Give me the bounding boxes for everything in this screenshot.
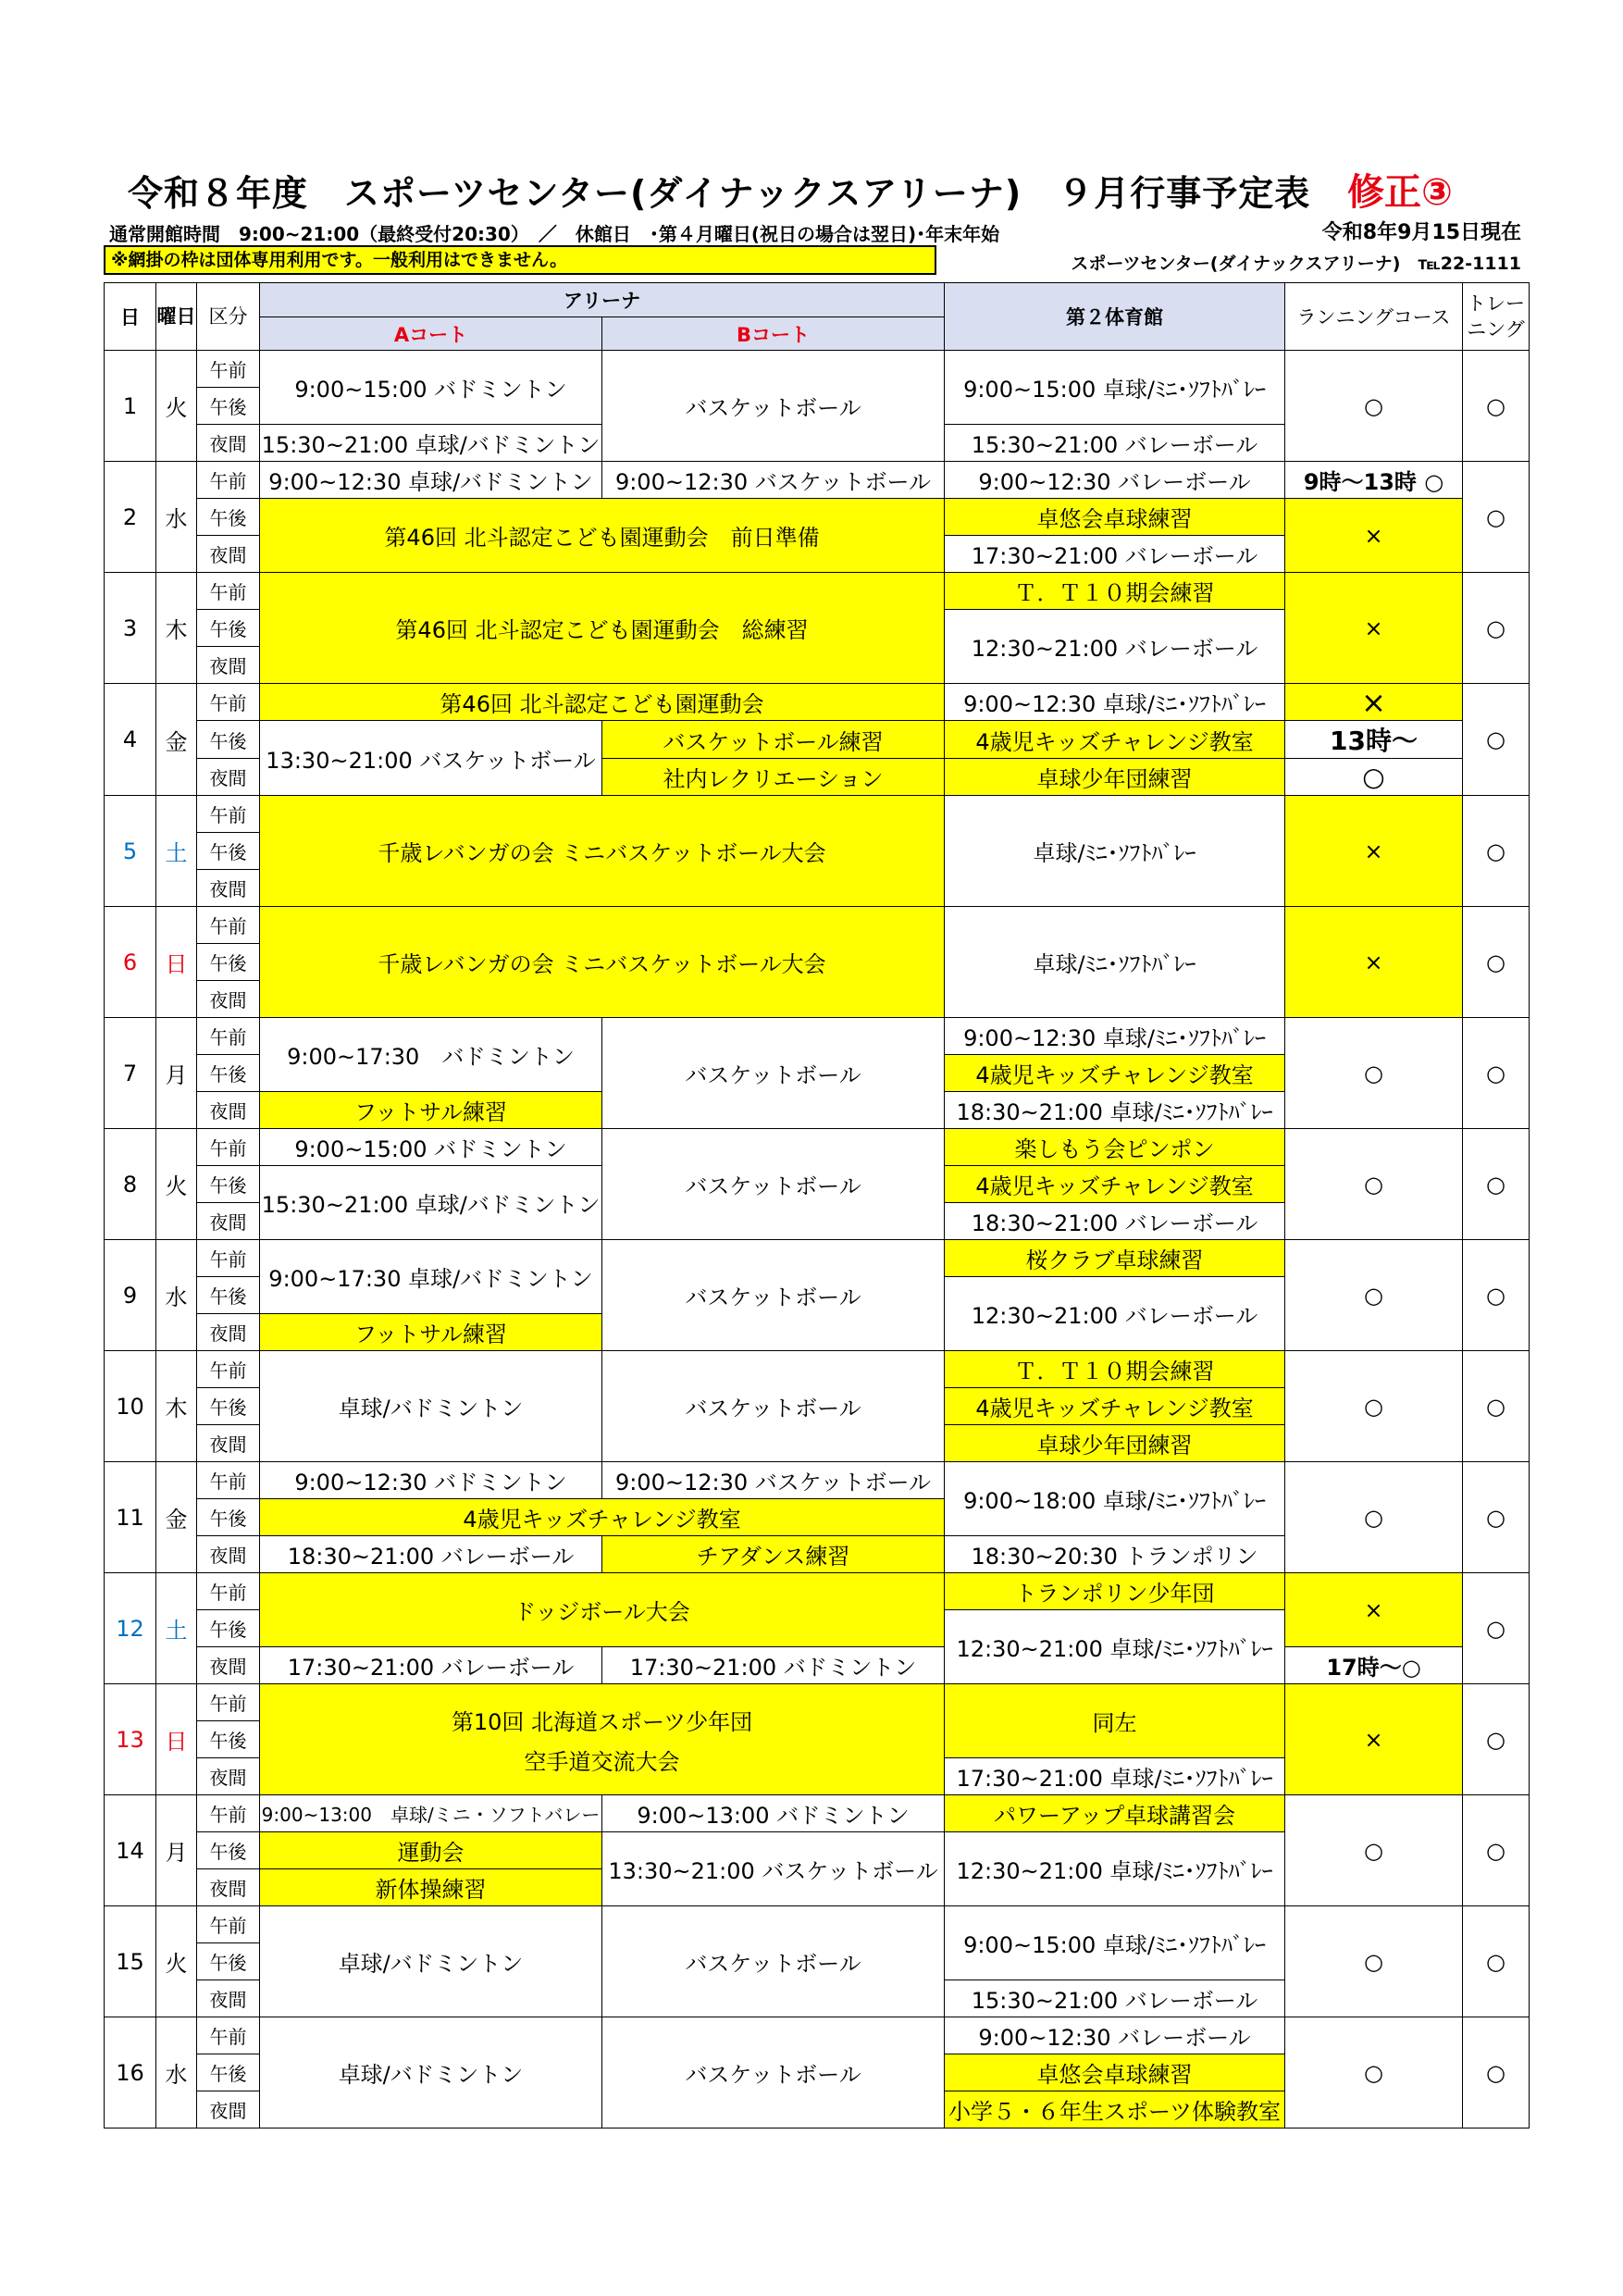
- gym2-cell: 18:30~20:30 トランポリン: [945, 1536, 1285, 1573]
- weekday: 金: [156, 684, 197, 796]
- day-number: 3: [105, 573, 156, 684]
- a-court-cell: 9:00~12:30 卓球/バドミントン: [260, 462, 602, 499]
- table-row: [105, 907, 1530, 944]
- training-mark: ○: [1463, 462, 1530, 573]
- period-night: 夜間: [197, 1092, 260, 1129]
- table-row: [105, 2017, 1530, 2054]
- running-mark: ×: [1285, 1573, 1463, 1647]
- period-pm: 午後: [197, 1721, 260, 1758]
- training-mark: ○: [1463, 1795, 1530, 1906]
- gym2-cell: 卓球少年団練習: [945, 1425, 1285, 1462]
- period-am: 午前: [197, 684, 260, 721]
- running-mark: ×: [1285, 1684, 1463, 1795]
- training-mark: ○: [1463, 796, 1530, 907]
- running-mark: ○: [1285, 1462, 1463, 1573]
- day-number: 7: [105, 1018, 156, 1129]
- period-night: 夜間: [197, 1536, 260, 1573]
- weekday: 木: [156, 573, 197, 684]
- a-court-cell: 卓球/バドミントン: [260, 2017, 602, 2128]
- col-running: ランニングコース: [1285, 283, 1463, 351]
- table-row: [105, 684, 1530, 721]
- event-cell: ドッジボール大会: [260, 1573, 945, 1647]
- col-training: トレーニング: [1463, 283, 1530, 351]
- a-court-cell: 17:30~21:00 バレーボール: [260, 1647, 602, 1684]
- event-cell: 第46回 北斗認定こども園運動会 前日準備: [260, 499, 945, 573]
- period-pm: 午後: [197, 2054, 260, 2091]
- running-mark: ×: [1285, 499, 1463, 573]
- weekday: 火: [156, 1129, 197, 1240]
- period-pm: 午後: [197, 1055, 260, 1092]
- header-row: [105, 283, 1530, 317]
- weekday: 水: [156, 462, 197, 573]
- gym2-cell: 12:30~21:00 卓球/ﾐﾆ･ｿﾌﾄﾊﾞﾚｰ: [945, 1610, 1285, 1684]
- table-row: [105, 1129, 1530, 1166]
- b-court-cell: 9:00~12:30 バスケットボール: [602, 1462, 945, 1499]
- period-pm: 午後: [197, 1277, 260, 1314]
- training-mark: ○: [1463, 1018, 1530, 1129]
- contact-info: スポーツセンター(ダイナックスアリーナ) ℡22-1111: [1071, 254, 1521, 274]
- table-row: [105, 1018, 1530, 1055]
- col-b-court: Bコート: [602, 317, 945, 351]
- gym2-cell: 4歳児キッズチャレンジ教室: [945, 1166, 1285, 1203]
- day-number: 10: [105, 1351, 156, 1462]
- weekday: 水: [156, 1240, 197, 1351]
- weekday: 月: [156, 1018, 197, 1129]
- period-night: 夜間: [197, 1758, 260, 1795]
- running-mark: ○: [1285, 351, 1463, 462]
- period-pm: 午後: [197, 1166, 260, 1203]
- gym2-cell: 卓悠会卓球練習: [945, 499, 1285, 536]
- a-court-cell: 15:30~21:00 卓球/バドミントン: [260, 1166, 602, 1240]
- b-court-cell: バスケットボール: [602, 1129, 945, 1240]
- gym2-cell: 9:00~18:00 卓球/ﾐﾆ･ｿﾌﾄﾊﾞﾚｰ: [945, 1462, 1285, 1536]
- gym2-cell: 4歳児キッズチャレンジ教室: [945, 1055, 1285, 1092]
- period-night: 夜間: [197, 1425, 260, 1462]
- a-court-cell: 9:00~15:00 バドミントン: [260, 351, 602, 425]
- a-court-cell: 9:00~17:30 バドミントン: [260, 1018, 602, 1092]
- event-cell: 千歳レバンガの会 ミニバスケットボール大会: [260, 907, 945, 1018]
- day-number: 4: [105, 684, 156, 796]
- b-court-cell: 17:30~21:00 バドミントン: [602, 1647, 945, 1684]
- period-am: 午前: [197, 1573, 260, 1610]
- period-night: 夜間: [197, 1869, 260, 1906]
- training-mark: ○: [1463, 907, 1530, 1018]
- b-court-cell: バスケットボール: [602, 1351, 945, 1462]
- table-row: [105, 1351, 1530, 1388]
- event-cell: 第46回 北斗認定こども園運動会: [260, 684, 945, 721]
- gym2-cell: 9:00~12:30 卓球/ﾐﾆ･ｿﾌﾄﾊﾞﾚｰ: [945, 684, 1285, 721]
- period-night: 夜間: [197, 2091, 260, 2128]
- gym2-cell: 9:00~12:30 卓球/ﾐﾆ･ｿﾌﾄﾊﾞﾚｰ: [945, 1018, 1285, 1055]
- period-night: 夜間: [197, 1203, 260, 1240]
- col-period: 区分: [197, 283, 260, 351]
- gym2-cell: 卓悠会卓球練習: [945, 2054, 1285, 2091]
- gym2-cell: 卓球/ﾐﾆ･ｿﾌﾄﾊﾞﾚｰ: [945, 907, 1285, 1018]
- b-court-cell: バスケットボール練習: [602, 721, 945, 759]
- weekday: 木: [156, 1351, 197, 1462]
- weekday: 火: [156, 1906, 197, 2017]
- day-number: 6: [105, 907, 156, 1018]
- weekday: 日: [156, 1684, 197, 1795]
- training-mark: ○: [1463, 684, 1530, 796]
- a-court-cell: 9:00~15:00 バドミントン: [260, 1129, 602, 1166]
- a-court-cell: フットサル練習: [260, 1314, 602, 1351]
- gym2-cell: 18:30~21:00 バレーボール: [945, 1203, 1285, 1240]
- table-row: [105, 1573, 1530, 1610]
- training-mark: ○: [1463, 351, 1530, 462]
- period-am: 午前: [197, 907, 260, 944]
- a-court-cell: 15:30~21:00 卓球/バドミントン: [260, 425, 602, 462]
- a-court-cell: フットサル練習: [260, 1092, 602, 1129]
- gym2-cell: 12:30~21:00 卓球/ﾐﾆ･ｿﾌﾄﾊﾞﾚｰ: [945, 1832, 1285, 1906]
- day-number: 8: [105, 1129, 156, 1240]
- a-court-cell: 卓球/バドミントン: [260, 1351, 602, 1462]
- table-row: [105, 1906, 1530, 1943]
- weekday: 月: [156, 1795, 197, 1906]
- period-pm: 午後: [197, 1388, 260, 1425]
- day-number: 13: [105, 1684, 156, 1795]
- period-night: 夜間: [197, 647, 260, 684]
- col-a-court: Aコート: [260, 317, 602, 351]
- gym2-cell: 4歳児キッズチャレンジ教室: [945, 1388, 1285, 1425]
- running-mark: ○: [1285, 1906, 1463, 2017]
- period-night: 夜間: [197, 759, 260, 796]
- gym2-cell: 4歳児キッズチャレンジ教室: [945, 721, 1285, 759]
- gym2-cell: 9:00~12:30 バレーボール: [945, 462, 1285, 499]
- gym2-cell: 9:00~15:00 卓球/ﾐﾆ･ｿﾌﾄﾊﾞﾚｰ: [945, 1906, 1285, 1980]
- running-cell: 17時～○: [1285, 1647, 1463, 1684]
- period-pm: 午後: [197, 610, 260, 647]
- weekday: 土: [156, 796, 197, 907]
- col-arena: アリーナ: [260, 283, 945, 317]
- table-row: [105, 462, 1530, 499]
- table-row: [105, 1462, 1530, 1499]
- gym2-cell: トランポリン少年団: [945, 1573, 1285, 1610]
- gym2-cell: Ｔ．Ｔ１０期会練習: [945, 1351, 1285, 1388]
- training-mark: ○: [1463, 2017, 1530, 2128]
- table-row: [105, 573, 1530, 610]
- period-pm: 午後: [197, 1499, 260, 1536]
- running-mark: ○: [1285, 1795, 1463, 1906]
- period-pm: 午後: [197, 833, 260, 870]
- b-court-cell: チアダンス練習: [602, 1536, 945, 1573]
- training-mark: ○: [1463, 1573, 1530, 1684]
- period-am: 午前: [197, 1240, 260, 1277]
- day-number: 16: [105, 2017, 156, 2128]
- gym2-cell: 卓球少年団練習: [945, 759, 1285, 796]
- a-court-cell: 運動会: [260, 1832, 602, 1869]
- period-night: 夜間: [197, 1980, 260, 2017]
- running-mark: ○: [1285, 1240, 1463, 1351]
- table-row: [105, 796, 1530, 833]
- col-gym2: 第２体育館: [945, 283, 1285, 351]
- gym2-cell: 15:30~21:00 バレーボール: [945, 425, 1285, 462]
- b-court-cell: 社内レクリエーション: [602, 759, 945, 796]
- a-court-cell: 13:30~21:00 バスケットボール: [260, 721, 602, 796]
- b-court-cell: バスケットボール: [602, 1018, 945, 1129]
- day-number: 1: [105, 351, 156, 462]
- period-pm: 午後: [197, 721, 260, 759]
- weekday: 土: [156, 1573, 197, 1684]
- weekday: 金: [156, 1462, 197, 1573]
- gym2-cell: 17:30~21:00 バレーボール: [945, 536, 1285, 573]
- table-row: [105, 1240, 1530, 1277]
- b-court-cell: バスケットボール: [602, 1906, 945, 2017]
- training-mark: ○: [1463, 1684, 1530, 1795]
- table-row: [105, 1795, 1530, 1832]
- running-mark: ○: [1285, 1018, 1463, 1129]
- b-court-cell: バスケットボール: [602, 351, 945, 462]
- day-number: 2: [105, 462, 156, 573]
- period-pm: 午後: [197, 944, 260, 981]
- schedule-table: [104, 282, 1530, 2128]
- b-court-cell: 9:00~12:30 バスケットボール: [602, 462, 945, 499]
- weekday: 水: [156, 2017, 197, 2128]
- period-pm: 午後: [197, 499, 260, 536]
- period-night: 夜間: [197, 1647, 260, 1684]
- day-number: 5: [105, 796, 156, 907]
- period-night: 夜間: [197, 425, 260, 462]
- weekday: 日: [156, 907, 197, 1018]
- event-cell: 4歳児キッズチャレンジ教室: [260, 1499, 945, 1536]
- running-cell: 9時～13時 ○: [1285, 462, 1463, 499]
- period-night: 夜間: [197, 981, 260, 1018]
- gym2-cell: 桜クラブ卓球練習: [945, 1240, 1285, 1277]
- period-am: 午前: [197, 1462, 260, 1499]
- revision-label: 修正③: [1347, 171, 1453, 214]
- period-am: 午前: [197, 2017, 260, 2054]
- day-number: 9: [105, 1240, 156, 1351]
- training-mark: ○: [1463, 1129, 1530, 1240]
- training-mark: ○: [1463, 1462, 1530, 1573]
- gym2-cell: 卓球/ﾐﾆ･ｿﾌﾄﾊﾞﾚｰ: [945, 796, 1285, 907]
- col-weekday: 曜日: [156, 283, 197, 351]
- page-title: 令和８年度 スポーツセンター(ダイナックスアリーナ) ９月行事予定表: [128, 173, 1311, 214]
- training-mark: ○: [1463, 1351, 1530, 1462]
- gym2-cell: 9:00~15:00 卓球/ﾐﾆ･ｿﾌﾄﾊﾞﾚｰ: [945, 351, 1285, 425]
- event-cell: 千歳レバンガの会 ミニバスケットボール大会: [260, 796, 945, 907]
- a-court-cell: 卓球/バドミントン: [260, 1906, 602, 2017]
- event-cell: [260, 1684, 945, 1795]
- period-am: 午前: [197, 1129, 260, 1166]
- gym2-cell: Ｔ．Ｔ１０期会練習: [945, 573, 1285, 610]
- period-am: 午前: [197, 796, 260, 833]
- b-court-cell: 9:00~13:00 バドミントン: [602, 1795, 945, 1832]
- gym2-cell: 同左: [945, 1684, 1285, 1758]
- period-night: 夜間: [197, 1314, 260, 1351]
- running-cell: 13時～: [1285, 721, 1463, 759]
- a-court-cell: 新体操練習: [260, 1869, 602, 1906]
- day-number: 15: [105, 1906, 156, 2017]
- running-mark: ○: [1285, 2017, 1463, 2128]
- gym2-cell: 12:30~21:00 バレーボール: [945, 610, 1285, 684]
- period-am: 午前: [197, 573, 260, 610]
- weekday: 火: [156, 351, 197, 462]
- a-court-cell: 9:00~12:30 バドミントン: [260, 1462, 602, 1499]
- b-court-cell: バスケットボール: [602, 1240, 945, 1351]
- gym2-cell: 楽しもう会ピンポン: [945, 1129, 1285, 1166]
- period-night: 夜間: [197, 536, 260, 573]
- event-line-1: 第10回 北海道スポーツ少年団: [451, 1708, 753, 1735]
- as-of-date: 令和8年9月15日現在: [1321, 221, 1521, 244]
- training-mark: ○: [1463, 1240, 1530, 1351]
- period-am: 午前: [197, 1906, 260, 1943]
- gym2-cell: 15:30~21:00 バレーボール: [945, 1980, 1285, 2017]
- period-pm: 午後: [197, 1610, 260, 1647]
- a-court-cell: 18:30~21:00 バレーボール: [260, 1536, 602, 1573]
- running-mark: ×: [1285, 684, 1463, 721]
- period-pm: 午後: [197, 1943, 260, 1980]
- opening-hours: 通常開館時間 9:00~21:00（最終受付20:30） ／ 休館日 ･第４月曜日(祝日の場合は翌日)･年末年始: [109, 223, 1000, 245]
- shaded-note: ※網掛の枠は団体専用利用です。一般利用はできません。: [104, 245, 936, 275]
- day-number: 12: [105, 1573, 156, 1684]
- gym2-cell: 12:30~21:00 バレーボール: [945, 1277, 1285, 1351]
- event-line-2: 空手道交流大会: [524, 1748, 680, 1775]
- training-mark: ○: [1463, 573, 1530, 684]
- running-mark: ×: [1285, 796, 1463, 907]
- col-day: 日: [105, 283, 156, 351]
- table-row: [105, 1684, 1530, 1721]
- period-am: 午前: [197, 351, 260, 388]
- day-number: 11: [105, 1462, 156, 1573]
- gym2-cell: 小学５・６年生スポーツ体験教室: [945, 2091, 1285, 2128]
- period-night: 夜間: [197, 870, 260, 907]
- period-am: 午前: [197, 1351, 260, 1388]
- a-court-cell: 9:00~13:00 卓球/ミニ・ソフトバレー: [260, 1795, 602, 1832]
- period-pm: 午後: [197, 388, 260, 425]
- table-row: [105, 351, 1530, 388]
- a-court-cell: 9:00~17:30 卓球/バドミントン: [260, 1240, 602, 1314]
- period-am: 午前: [197, 1684, 260, 1721]
- b-court-cell: 13:30~21:00 バスケットボール: [602, 1832, 945, 1906]
- gym2-cell: 17:30~21:00 卓球/ﾐﾆ･ｿﾌﾄﾊﾞﾚｰ: [945, 1758, 1285, 1795]
- gym2-cell: 18:30~21:00 卓球/ﾐﾆ･ｿﾌﾄﾊﾞﾚｰ: [945, 1092, 1285, 1129]
- period-am: 午前: [197, 1795, 260, 1832]
- gym2-cell: 9:00~12:30 バレーボール: [945, 2017, 1285, 2054]
- period-pm: 午後: [197, 1832, 260, 1869]
- running-mark: ○: [1285, 1351, 1463, 1462]
- b-court-cell: バスケットボール: [602, 2017, 945, 2128]
- running-mark: ○: [1285, 1129, 1463, 1240]
- period-am: 午前: [197, 1018, 260, 1055]
- training-mark: ○: [1463, 1906, 1530, 2017]
- event-cell: 第46回 北斗認定こども園運動会 総練習: [260, 573, 945, 684]
- day-number: 14: [105, 1795, 156, 1906]
- gym2-cell: パワーアップ卓球講習会: [945, 1795, 1285, 1832]
- running-mark: ×: [1285, 907, 1463, 1018]
- period-am: 午前: [197, 462, 260, 499]
- running-mark: ×: [1285, 573, 1463, 684]
- running-mark: ○: [1285, 759, 1463, 796]
